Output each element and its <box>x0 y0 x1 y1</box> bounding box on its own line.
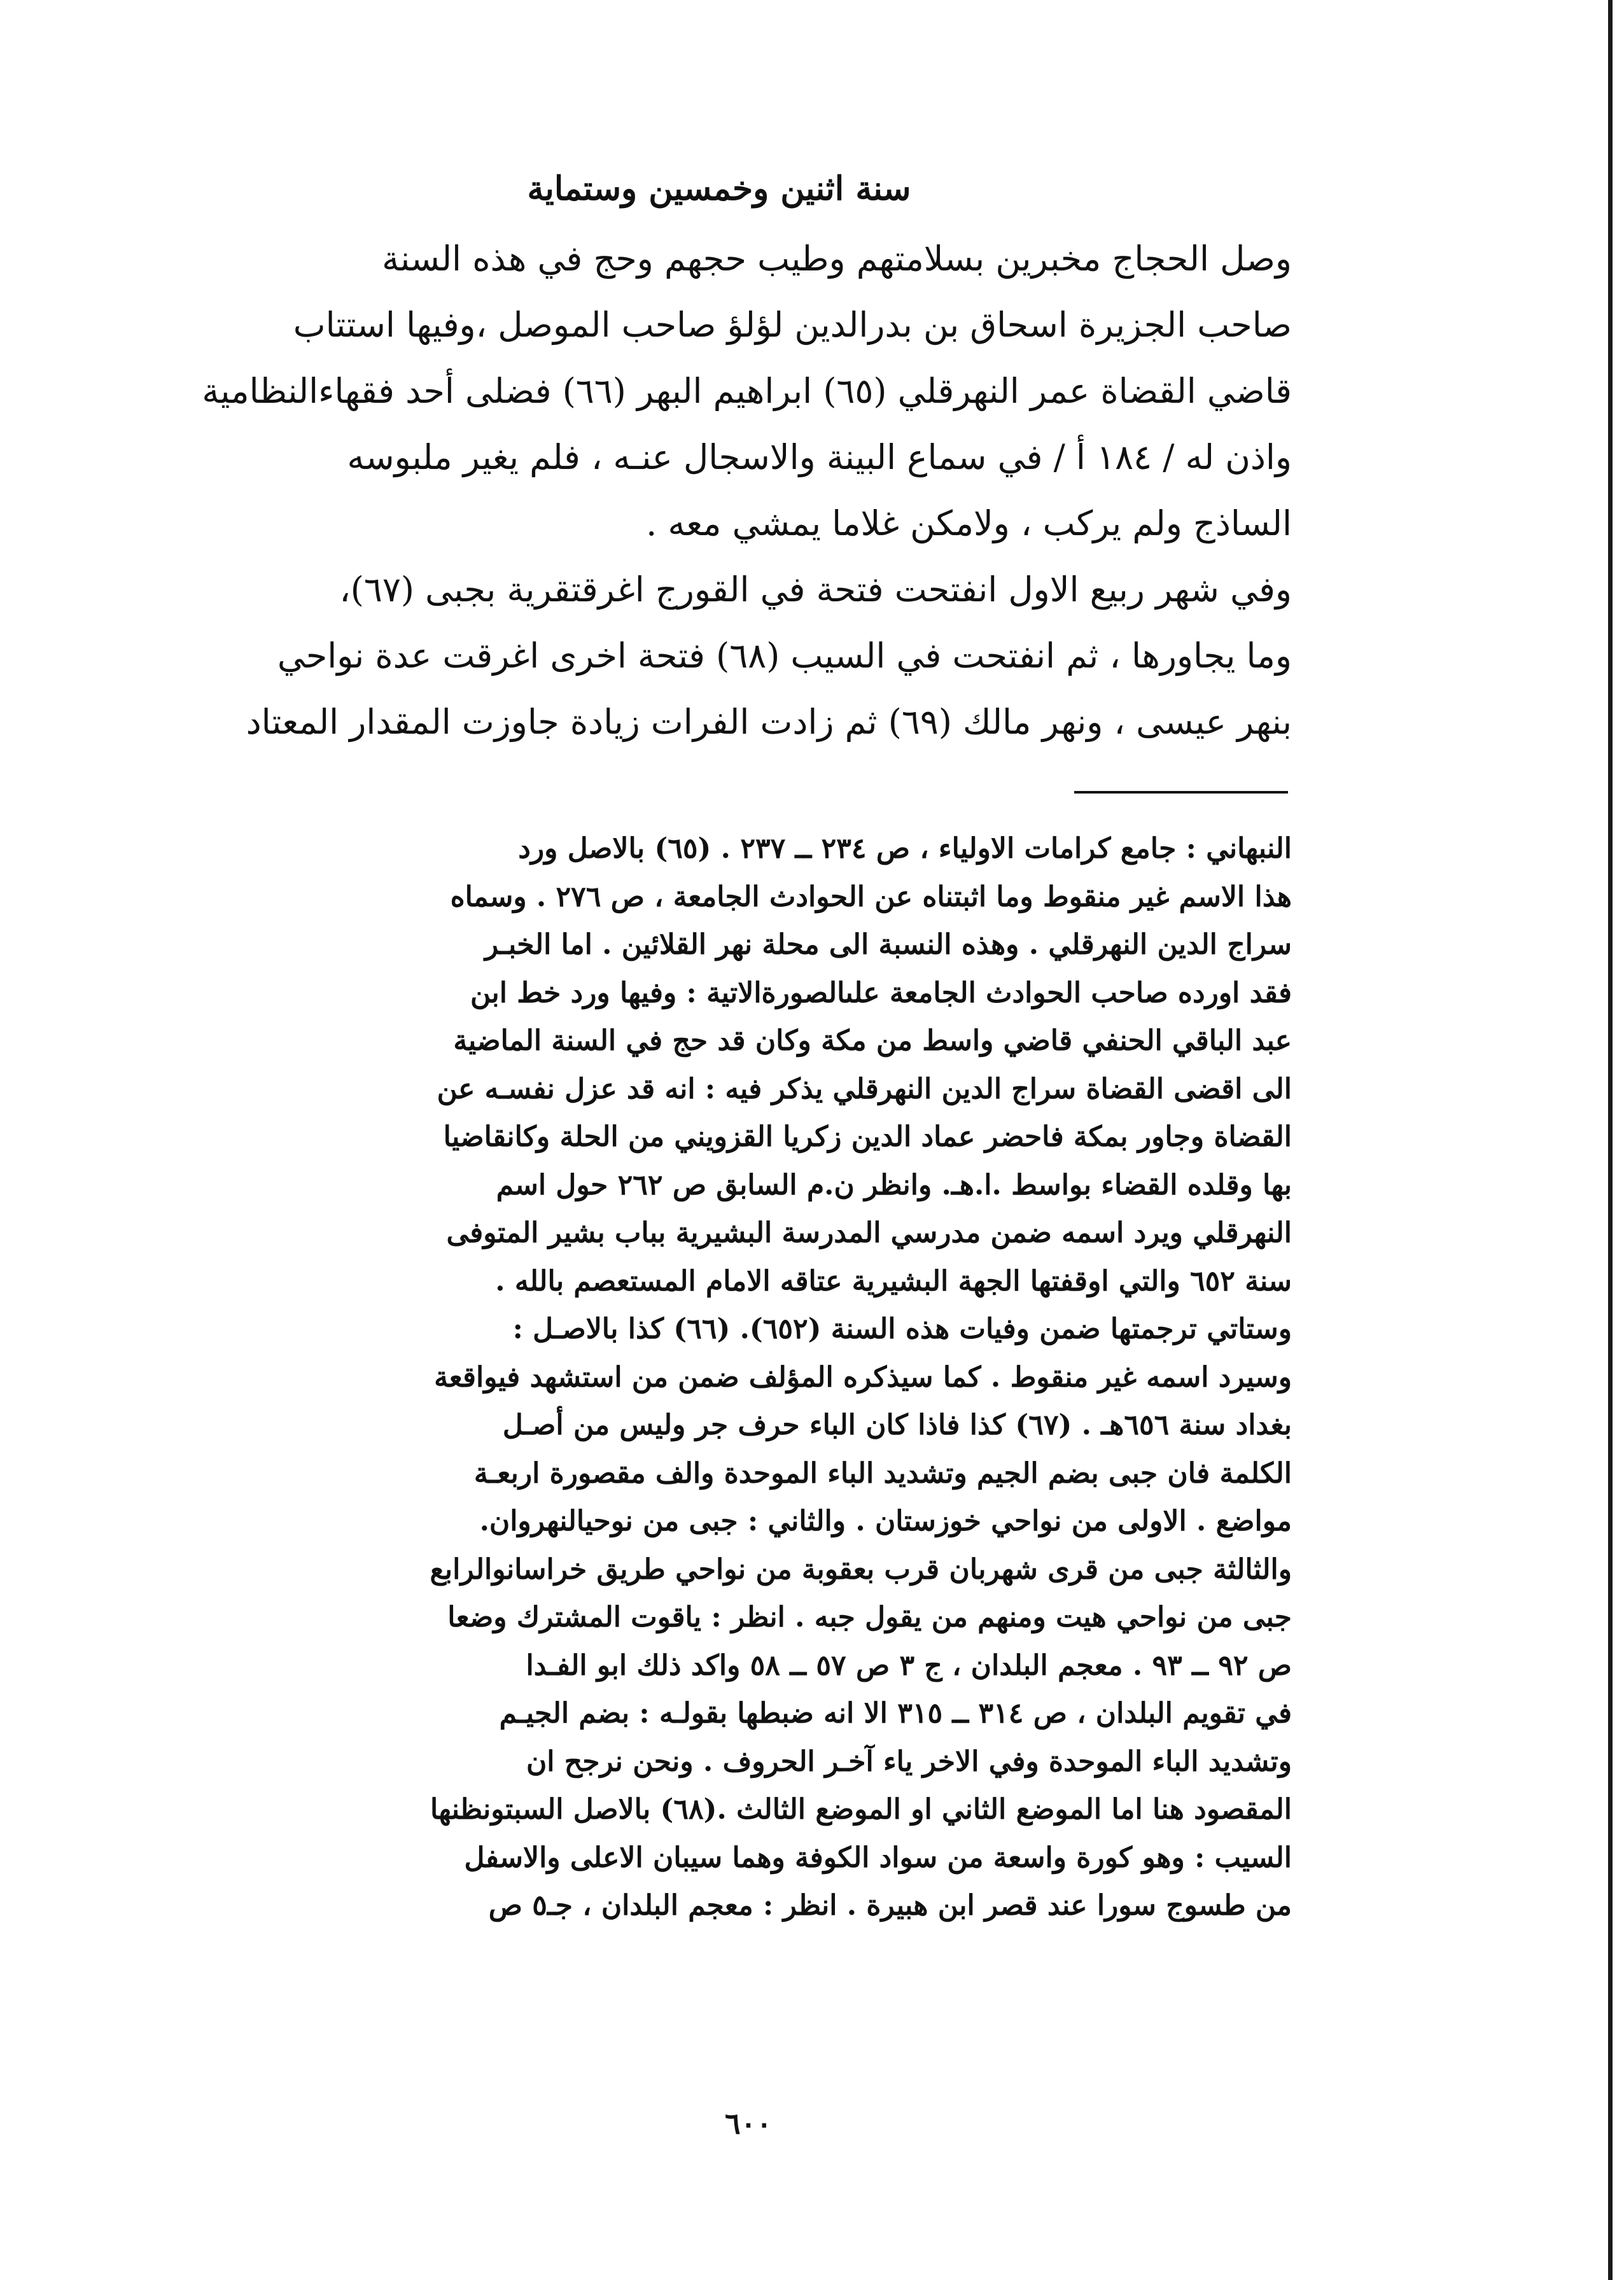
footnote-line: الى اقضى القضاة سراج الدين النهرقلي يذكر فيه : انه قد عزل نفسـه عن <box>437 1072 1292 1105</box>
footnote-line: ص ٩٢ ــ ٩٣ . معجم البلدان ، ج ٣ ص ٥٧ ــ ٥٨ واكد ذلك ابو الفـدا <box>526 1649 1292 1682</box>
main-text-line: قاضي القضاة عمر النهرقلي (٦٥) ابراهيم البهر (٦٦) فضلى أحد فقهاءالنظامية <box>202 371 1292 411</box>
main-text-line: وما يجاورها ، ثم انفتحت في السيب (٦٨) فتحة اخرى اغرقت عدة نواحي <box>277 636 1292 676</box>
footnote-line: الكلمة فان جبى بضم الجيم وتشديد الباء الموحدة والف مقصورة اربعـة <box>473 1457 1292 1490</box>
footnote-line: بغداد سنة ٦٥٦هـ . (٦٧) كذا فاذا كان الباء حرف جر وليس من أصـل <box>502 1409 1292 1441</box>
main-text-line: الساذج ولم يركب ، ولامكن غلاما يمشي معه . <box>646 503 1292 543</box>
footnote-line: عبد الباقي الحنفي قاضي واسط من مكة وكان قد حج في السنة الماضية <box>453 1025 1292 1057</box>
footnote-line: مواضع . الاولى من نواحي خوزستان . والثاني : جبى من نوحيالنهروان. <box>479 1505 1292 1537</box>
footnote-line: في تقويم البلدان ، ص ٣١٤ ــ ٣١٥ الا انه ضبطها بقولـه : بضم الجيـم <box>499 1697 1292 1730</box>
footnote-line: المقصود هنا اما الموضع الثاني او الموضع الثالث .(٦٨) بالاصل السبتونظنها <box>430 1793 1292 1826</box>
footnotes-section <box>146 825 1292 1930</box>
footnote-line: سراج الدين النهرقلي . وهذه النسبة الى محلة نهر القلائين . اما الخبـر <box>484 928 1292 961</box>
footnote-line: جبى من نواحي هيت ومنهم من يقول جبه . انظر : ياقوت المشترك وضعا <box>447 1601 1292 1633</box>
footnote-separator <box>1074 791 1288 794</box>
page-title: سنة اثنين وخمسين وستماية <box>527 169 911 208</box>
footnote-line: وتشديد الباء الموحدة وفي الاخر ياء آخـر الحروف . ونحن نرجح ان <box>526 1745 1292 1778</box>
main-text-body <box>146 226 1292 755</box>
footnote-line: سنة ٦٥٢ والتي اوقفتها الجهة البشيرية عتاقه الامام المستعصم بالله . <box>495 1264 1292 1297</box>
page-number: ٦٠٠ <box>724 2106 773 2141</box>
footnote-line: النهرقلي ويرد اسمه ضمن مدرسي المدرسة البشيرية بباب بشير المتوفى <box>446 1217 1292 1249</box>
footnote-line: فقد اورده صاحب الحوادث الجامعة علىالصورةالاتية : وفيها ورد خط ابن <box>470 976 1292 1009</box>
footnote-line: والثالثة جبى من قرى شهربان قرب بعقوبة من نواحي طريق خراسانوالرابع <box>430 1553 1292 1586</box>
footnote-line: من طسوج سورا عند قصر ابن هبيرة . انظر : معجم البلدان ، جـ٥ ص <box>488 1889 1292 1922</box>
footnote-line: النبهاني : جامع كرامات الاولياء ، ص ٢٣٤ ــ ٢٣٧ . (٦٥) بالاصل ورد <box>518 832 1292 865</box>
main-text-line: وصل الحجاج مخبرين بسلامتهم وطيب حجهم وحج في هذه السنة <box>382 239 1292 279</box>
footnote-line: وستاتي ترجمتها ضمن وفيات هذه السنة (٦٥٢). (٦٦) كذا بالاصـل : <box>512 1313 1292 1345</box>
main-text-line: بنهر عيسى ، ونهر مالك (٦٩) ثم زادت الفرات زيادة جاوزت المقدار المعتاد <box>246 702 1292 742</box>
main-text-line: صاحب الجزيرة اسحاق بن بدرالدين لؤلؤ صاحب الموصل ،وفيها استتاب <box>293 305 1292 345</box>
page-edge-border <box>1608 0 1613 2280</box>
footnote-line: هذا الاسم غير منقوط وما اثبتناه عن الحوادث الجامعة ، ص ٢٧٦ . وسماه <box>450 880 1292 913</box>
main-text-line: وفي شهر ربيع الاول انفتحت فتحة في القورج اغرقتقرية بجبى (٦٧)، <box>339 570 1292 610</box>
footnote-line: السيب : وهو كورة واسعة من سواد الكوفة وهما سيبان الاعلى والاسفل <box>464 1841 1292 1874</box>
main-text-line: واذن له / ١٨٤ أ / في سماع البينة والاسجال عنـه ، فلم يغير ملبوسه <box>347 437 1292 477</box>
footnote-line: القضاة وجاور بمكة فاحضر عماد الدين زكريا القزويني من الحلة وكانقاضيا <box>443 1121 1292 1153</box>
footnote-line: بها وقلده القضاء بواسط .ا.هـ. وانظر ن.م السابق ص ٢٦٢ حول اسم <box>496 1168 1292 1201</box>
footnote-line: وسيرد اسمه غير منقوط . كما سيذكره المؤلف ضمن من استشهد فيواقعة <box>434 1360 1292 1394</box>
